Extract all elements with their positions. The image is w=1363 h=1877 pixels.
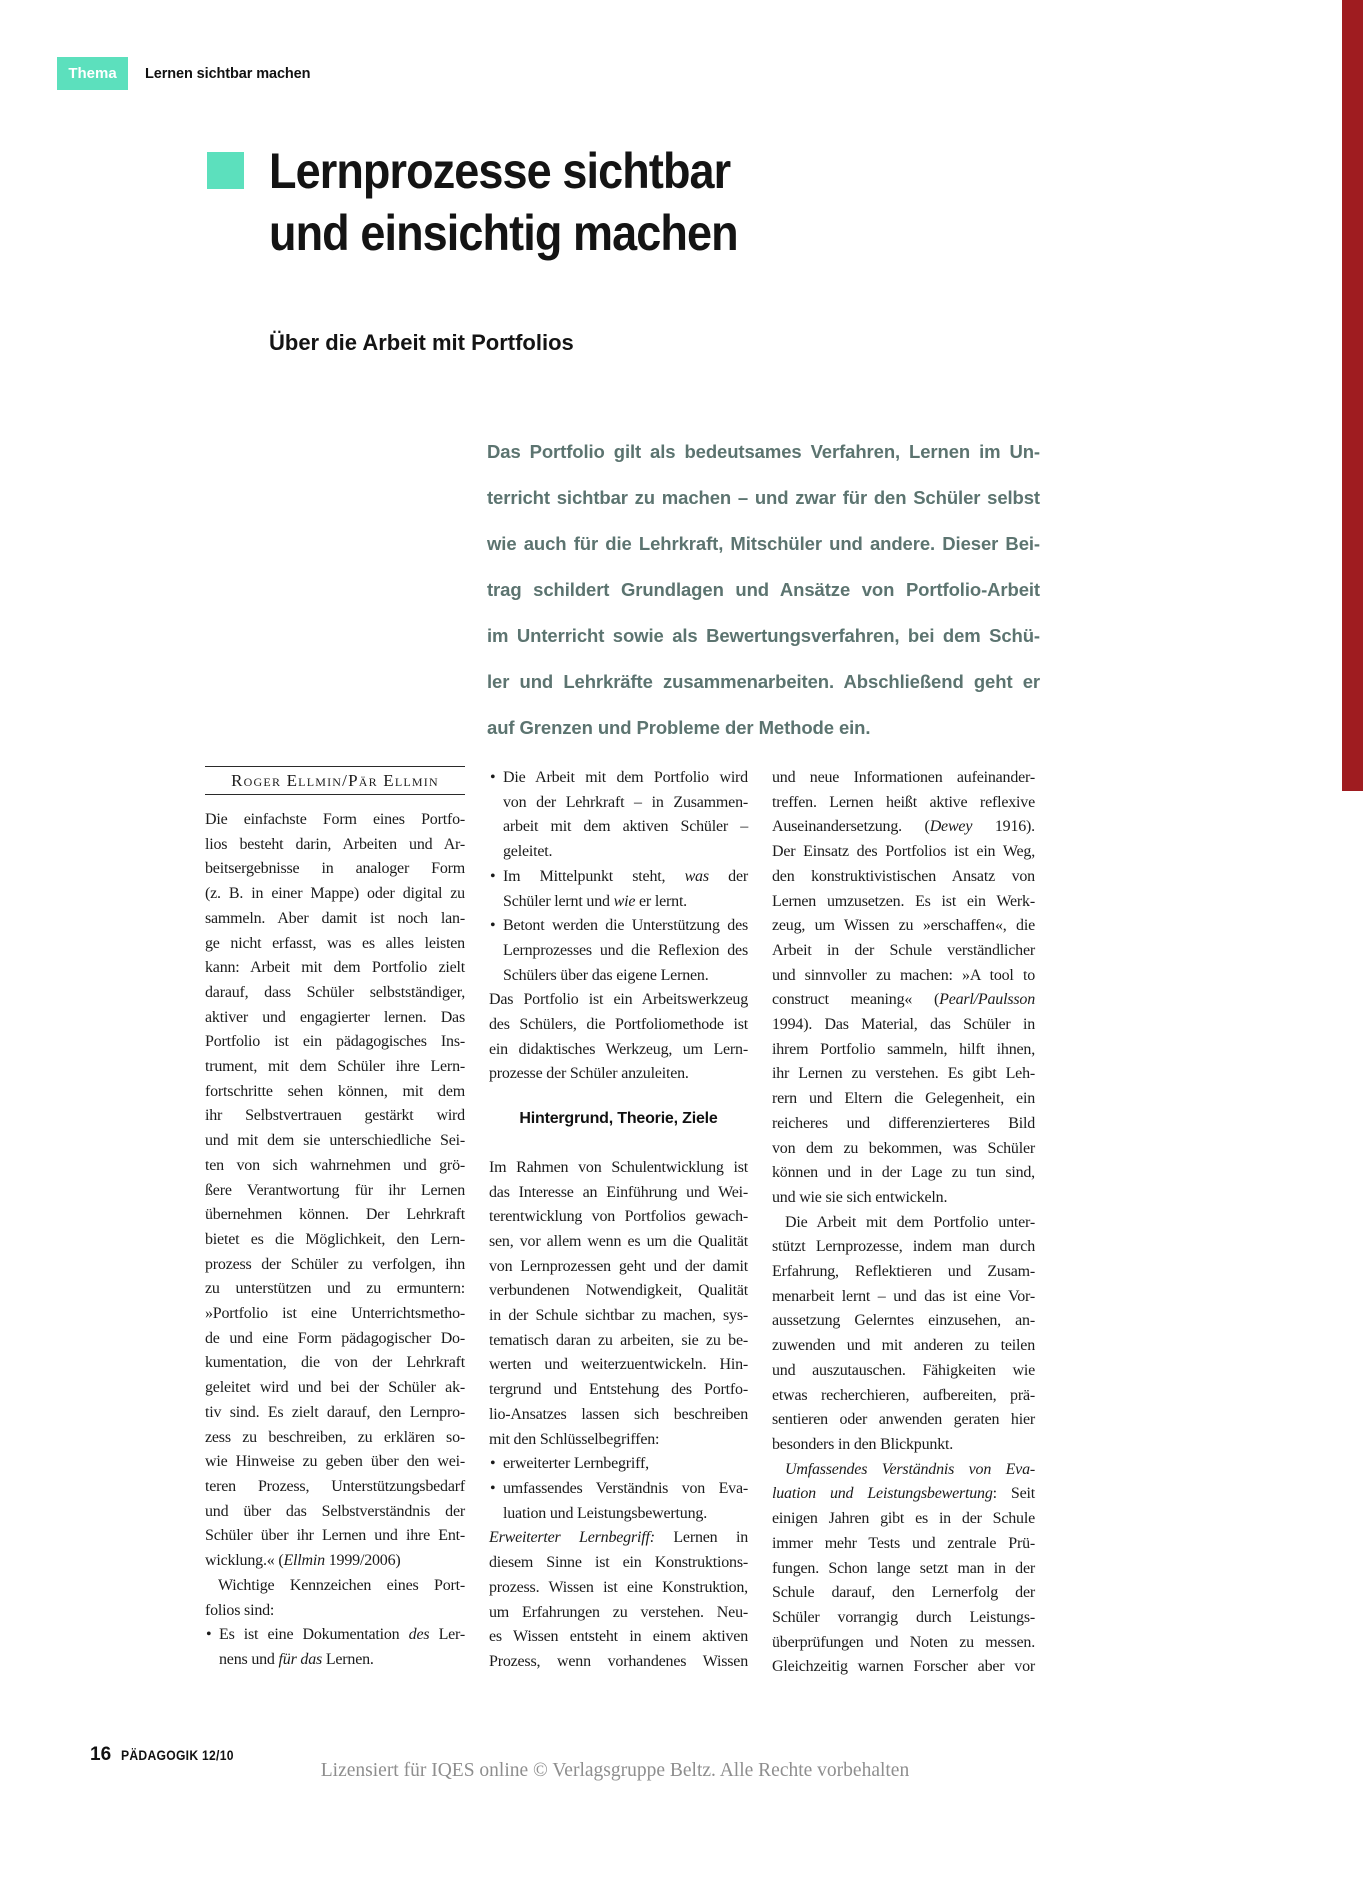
text-line: luation und Leistungsbewertung: Seit bbox=[772, 1485, 1036, 1503]
text-line: fortschritte sehen können, mit dem bbox=[205, 1082, 465, 1100]
text-line: von Lernprozessen geht und der damit bbox=[489, 1257, 748, 1275]
text-line: mit den Schlüsselbegriffen: bbox=[489, 1430, 660, 1448]
text-line: und über das Selbstverständnis der bbox=[205, 1502, 465, 1520]
text-line: Umfassendes Verständnis von Eva- bbox=[785, 1460, 1035, 1478]
text-line: terentwicklung von Portfolios gewach- bbox=[489, 1208, 748, 1226]
text-line: diesem Sinne ist ein Konstruktions- bbox=[489, 1554, 748, 1572]
text-line: Das Portfolio ist ein Arbeitswerkzeug bbox=[489, 991, 748, 1009]
text-line: folios sind: bbox=[205, 1601, 275, 1619]
article-title-line1: Lernprozesse sichtbar bbox=[269, 143, 731, 199]
paragraph bbox=[489, 1156, 748, 1452]
text-line: fungen. Schon lange setzt man in der bbox=[772, 1559, 1035, 1577]
intro-abstract bbox=[487, 429, 1040, 751]
text-line: Der Einsatz des Portfolios ist ein Weg, bbox=[772, 843, 1035, 861]
paragraph bbox=[772, 1211, 1035, 1458]
text-line: in der Schule sichtbar zu machen, sys- bbox=[489, 1307, 748, 1325]
intro-line: im Unterricht sowie als Bewertungsverfahren, bei dem Schü- bbox=[487, 625, 1040, 646]
text-column-2 bbox=[489, 766, 748, 1675]
paragraph bbox=[772, 1458, 1035, 1680]
intro-line: Das Portfolio gilt als bedeutsames Verfahren, Lernen im Un- bbox=[487, 441, 1040, 462]
bullet-icon: • bbox=[490, 917, 496, 935]
text-line: tergrund und Entstehung des Portfo- bbox=[489, 1381, 748, 1399]
text-column-1 bbox=[205, 808, 465, 1673]
text-line: immer mehr Tests und zentrale Prü- bbox=[772, 1534, 1035, 1552]
text-line: um Erfahrungen zu verstehen. Neu- bbox=[489, 1603, 748, 1621]
text-line: prozesse der Schüler anzuleiten. bbox=[489, 1065, 689, 1083]
text-line: und neue Informationen aufeinander- bbox=[772, 769, 1035, 786]
text-line: reicheres und differenzierteres Bild bbox=[772, 1114, 1035, 1132]
text-line: (z. B. in einer Mappe) oder digital zu bbox=[205, 885, 465, 903]
text-line: arbeit mit dem aktiven Schüler – bbox=[503, 818, 748, 836]
bullet-icon: • bbox=[206, 1626, 212, 1644]
text-line: aktiver und engagierter lernen. Das bbox=[205, 1008, 465, 1026]
intro-line: ler und Lehrkräfte zusammenarbeiten. Abschließend geht er bbox=[487, 671, 1040, 692]
text-line: ßere Verantwortung für ihr Lernen bbox=[205, 1181, 465, 1199]
text-line: erweiterter Lernbegriff, bbox=[503, 1455, 649, 1473]
text-line: de und eine Form pädagogischer Do- bbox=[205, 1329, 465, 1347]
text-line: werten und weiterzuentwickeln. Hin- bbox=[489, 1356, 748, 1374]
text-line: den konstruktivistischen Ansatz von bbox=[772, 867, 1035, 885]
text-line: von dem zu bekommen, was Schüler bbox=[772, 1139, 1035, 1157]
text-line: Prozess, wenn vorhandenes Wissen bbox=[489, 1652, 748, 1670]
text-line: sentieren oder anwenden geraten hier bbox=[772, 1411, 1035, 1429]
text-line: luation und Leistungsbewertung. bbox=[503, 1504, 707, 1522]
section-heading: Hintergrund, Theorie, Ziele bbox=[519, 1110, 718, 1128]
text-line: menarbeit lernt – und das ist eine Vor- bbox=[772, 1287, 1035, 1305]
paragraph bbox=[205, 1574, 465, 1623]
text-line: des Schülers, die Portfoliomethode ist bbox=[489, 1016, 748, 1034]
text-line: Lernprozesses und die Reflexion des bbox=[503, 941, 748, 959]
text-line: zeug, um Wissen zu »erschaffen«, die bbox=[772, 917, 1035, 935]
page-number: 16 bbox=[90, 1744, 112, 1765]
text-line: Erweiterter Lernbegriff: Lernen in bbox=[489, 1529, 748, 1547]
article-title bbox=[269, 140, 738, 264]
text-line: prozess. Wissen ist eine Konstruktion, bbox=[489, 1578, 748, 1596]
intro-line: trag schildert Grundlagen und Ansätze von Portfolio-Arbeit bbox=[487, 579, 1040, 600]
text-line: sammeln. Aber damit ist noch lan- bbox=[205, 909, 465, 927]
text-line: Im Mittelpunkt steht, was der bbox=[503, 867, 748, 885]
intro-line: auf Grenzen und Probleme der Methode ein. bbox=[487, 717, 871, 738]
bullet-item bbox=[205, 1623, 465, 1672]
text-line: sen, vor allem wenn es um die Qualität bbox=[489, 1232, 748, 1250]
text-line: geleitet. bbox=[503, 843, 553, 861]
kicker-section-title: Lernen sichtbar machen bbox=[145, 65, 311, 82]
text-line: teren Prozess, Unterstützungsbedarf bbox=[205, 1477, 465, 1495]
text-line: rern und Eltern die Gelegenheit, ein bbox=[772, 1090, 1035, 1108]
text-line: trument, mit dem Schüler ihre Lern- bbox=[205, 1058, 465, 1076]
intro-line: terricht sichtbar zu machen – und zwar für den Schüler selbst bbox=[487, 487, 1040, 508]
text-line: ten von sich wahrnehmen und grö- bbox=[205, 1156, 465, 1174]
article-subtitle: Über die Arbeit mit Portfolios bbox=[269, 330, 574, 355]
text-line: Betont werden die Unterstützung des bbox=[503, 917, 748, 935]
bullet-item bbox=[489, 914, 748, 988]
text-line: zu unterstützen und zu ermuntern: bbox=[205, 1280, 465, 1298]
text-line: ein didaktisches Werkzeug, um Lern- bbox=[489, 1040, 748, 1058]
bullet-icon: • bbox=[490, 1479, 496, 1497]
text-line: Portfolio ist ein pädagogisches Ins- bbox=[205, 1033, 465, 1051]
journal-title: PÄDAGOGIK 12/10 bbox=[120, 1748, 234, 1763]
text-line: Die einfachste Form eines Portfo- bbox=[205, 811, 465, 828]
text-line: etwas recherchieren, aufbereiten, prä- bbox=[772, 1386, 1035, 1404]
text-line: Es ist eine Dokumentation des Ler- bbox=[219, 1626, 465, 1644]
text-line: aussetzung Gelerntes einzusehen, an- bbox=[772, 1312, 1035, 1330]
text-line: stützt Lernprozesse, indem man durch bbox=[772, 1238, 1035, 1256]
text-line: das Interesse an Einführung und Wei- bbox=[489, 1183, 748, 1201]
text-line: treffen. Lernen heißt aktive reflexive bbox=[772, 793, 1035, 811]
paragraph bbox=[489, 1526, 748, 1674]
text-line: 1994). Das Material, das Schüler in bbox=[772, 1016, 1035, 1034]
text-line: Die Arbeit mit dem Portfolio unter- bbox=[785, 1213, 1035, 1231]
text-line: Im Rahmen von Schulentwicklung ist bbox=[489, 1158, 748, 1176]
text-line: und mit dem sie unterschiedliche Sei- bbox=[205, 1132, 465, 1150]
text-line: beitsergebnisse in analoger Form bbox=[205, 860, 465, 878]
paragraph bbox=[772, 766, 1035, 1211]
text-column-3 bbox=[772, 766, 1035, 1680]
text-line: »Portfolio ist eine Unterrichtsmetho- bbox=[205, 1305, 465, 1323]
title-bullet-square bbox=[207, 152, 244, 189]
text-line: ihrem Portfolio sammeln, hilft ihnen, bbox=[772, 1040, 1035, 1058]
text-line: überprüfungen und Noten zu messen. bbox=[772, 1633, 1035, 1651]
text-line: lios besteht darin, Arbeiten und Ar- bbox=[205, 835, 465, 853]
text-line: Schüler über ihr Lernen und ihre Ent- bbox=[205, 1527, 465, 1545]
text-line: lio-Ansatzes lassen sich beschreiben bbox=[489, 1405, 748, 1423]
text-line: und wie sie sich entwickeln. bbox=[772, 1188, 948, 1206]
text-line: kumentation, die von der Lehrkraft bbox=[205, 1354, 465, 1372]
text-line: zuwenden und mit anderen zu teilen bbox=[772, 1337, 1035, 1355]
text-line: einigen Jahren gibt es in der Schule bbox=[772, 1510, 1035, 1528]
text-line: construct meaning« (Pearl/Paulsson bbox=[772, 991, 1035, 1009]
text-line: wie Hinweise zu geben über den wei- bbox=[205, 1453, 465, 1471]
text-line: es Wissen entsteht in einem aktiven bbox=[489, 1628, 748, 1646]
text-line: Erfahrung, Reflektieren und Zusam- bbox=[772, 1263, 1035, 1281]
text-line: bietet es die Möglichkeit, den Lern- bbox=[205, 1230, 465, 1248]
spine-color-bar bbox=[1342, 0, 1363, 791]
text-line: darauf, dass Schüler selbstständiger, bbox=[205, 983, 465, 1001]
text-line: können und in der Lage zu tun sind, bbox=[772, 1164, 1035, 1182]
text-line: tematisch daran zu arbeiten, sie zu be- bbox=[489, 1331, 748, 1349]
text-line: besonders in den Blickpunkt. bbox=[772, 1435, 954, 1453]
text-line: übernehmen können. Der Lehrkraft bbox=[205, 1206, 465, 1224]
intro-line: wie auch für die Lehrkraft, Mitschüler und andere. Dieser Bei- bbox=[487, 533, 1040, 554]
bullet-item bbox=[489, 766, 748, 865]
article-title-line2: und einsichtig machen bbox=[269, 205, 738, 261]
paragraph bbox=[205, 808, 465, 1574]
text-line: Schülers über das eigene Lernen. bbox=[503, 966, 709, 984]
bullet-icon: • bbox=[490, 867, 496, 885]
bullet-item bbox=[489, 1477, 748, 1526]
text-line: Gleichzeitig warnen Forscher aber vor bbox=[772, 1658, 1035, 1676]
text-line: von der Lehrkraft – in Zusammen- bbox=[503, 793, 748, 811]
paragraph bbox=[489, 988, 748, 1087]
text-line: Arbeit in der Schule verständlicher bbox=[772, 941, 1035, 959]
text-line: tiv sind. Es zielt darauf, den Lernpro- bbox=[205, 1403, 465, 1421]
bullet-item bbox=[489, 865, 748, 914]
text-line: Schule darauf, den Lernerfolg der bbox=[772, 1584, 1035, 1602]
text-line: ihr Selbstvertrauen gestärkt wird bbox=[205, 1107, 465, 1125]
text-line: kann: Arbeit mit dem Portfolio zielt bbox=[205, 959, 465, 977]
text-line: prozess der Schüler zu verfolgen, ihn bbox=[205, 1255, 465, 1273]
text-line: verbundenen Notwendigkeit, Qualität bbox=[489, 1282, 748, 1300]
bullet-icon: • bbox=[490, 1455, 496, 1473]
text-line: Die Arbeit mit dem Portfolio wird bbox=[503, 769, 748, 786]
text-line: ge nicht erfasst, was es alles leisten bbox=[205, 934, 465, 952]
text-line: und sinnvoller zu machen: »A tool to bbox=[772, 966, 1035, 984]
byline: Roger Ellmin/Pär Ellmin bbox=[205, 766, 465, 795]
text-line: Lernen umzusetzen. Es ist ein Werk- bbox=[772, 892, 1035, 910]
text-line: umfassendes Verständnis von Eva- bbox=[503, 1479, 748, 1497]
kicker-tab-label: Thema bbox=[68, 65, 117, 82]
text-line: nens und für das Lernen. bbox=[219, 1650, 374, 1668]
text-line: geleitet wird und bei der Schüler ak- bbox=[205, 1379, 465, 1397]
text-line: Schüler lernt und wie er lernt. bbox=[503, 892, 687, 910]
bullet-item bbox=[489, 1452, 748, 1477]
bullet-icon: • bbox=[490, 769, 496, 786]
text-line: zess zu beschreiben, zu erklären so- bbox=[205, 1428, 465, 1446]
text-line: und auszutauschen. Fähigkeiten wie bbox=[772, 1361, 1035, 1379]
text-line: ihr Lernen zu verstehen. Es gibt Leh- bbox=[772, 1065, 1035, 1083]
text-line: Wichtige Kennzeichen eines Port- bbox=[218, 1576, 465, 1594]
license-notice: Lizensiert für IQES online © Verlagsgruppe Beltz. Alle Rechte vorbehalten bbox=[320, 1760, 910, 1781]
text-line: wicklung.« (Ellmin 1999/2006) bbox=[205, 1552, 401, 1570]
text-line: Schüler vorrangig durch Leistungs- bbox=[772, 1608, 1035, 1626]
text-line: Auseinandersetzung. (Dewey 1916). bbox=[772, 818, 1035, 836]
kicker-tab bbox=[57, 57, 128, 90]
